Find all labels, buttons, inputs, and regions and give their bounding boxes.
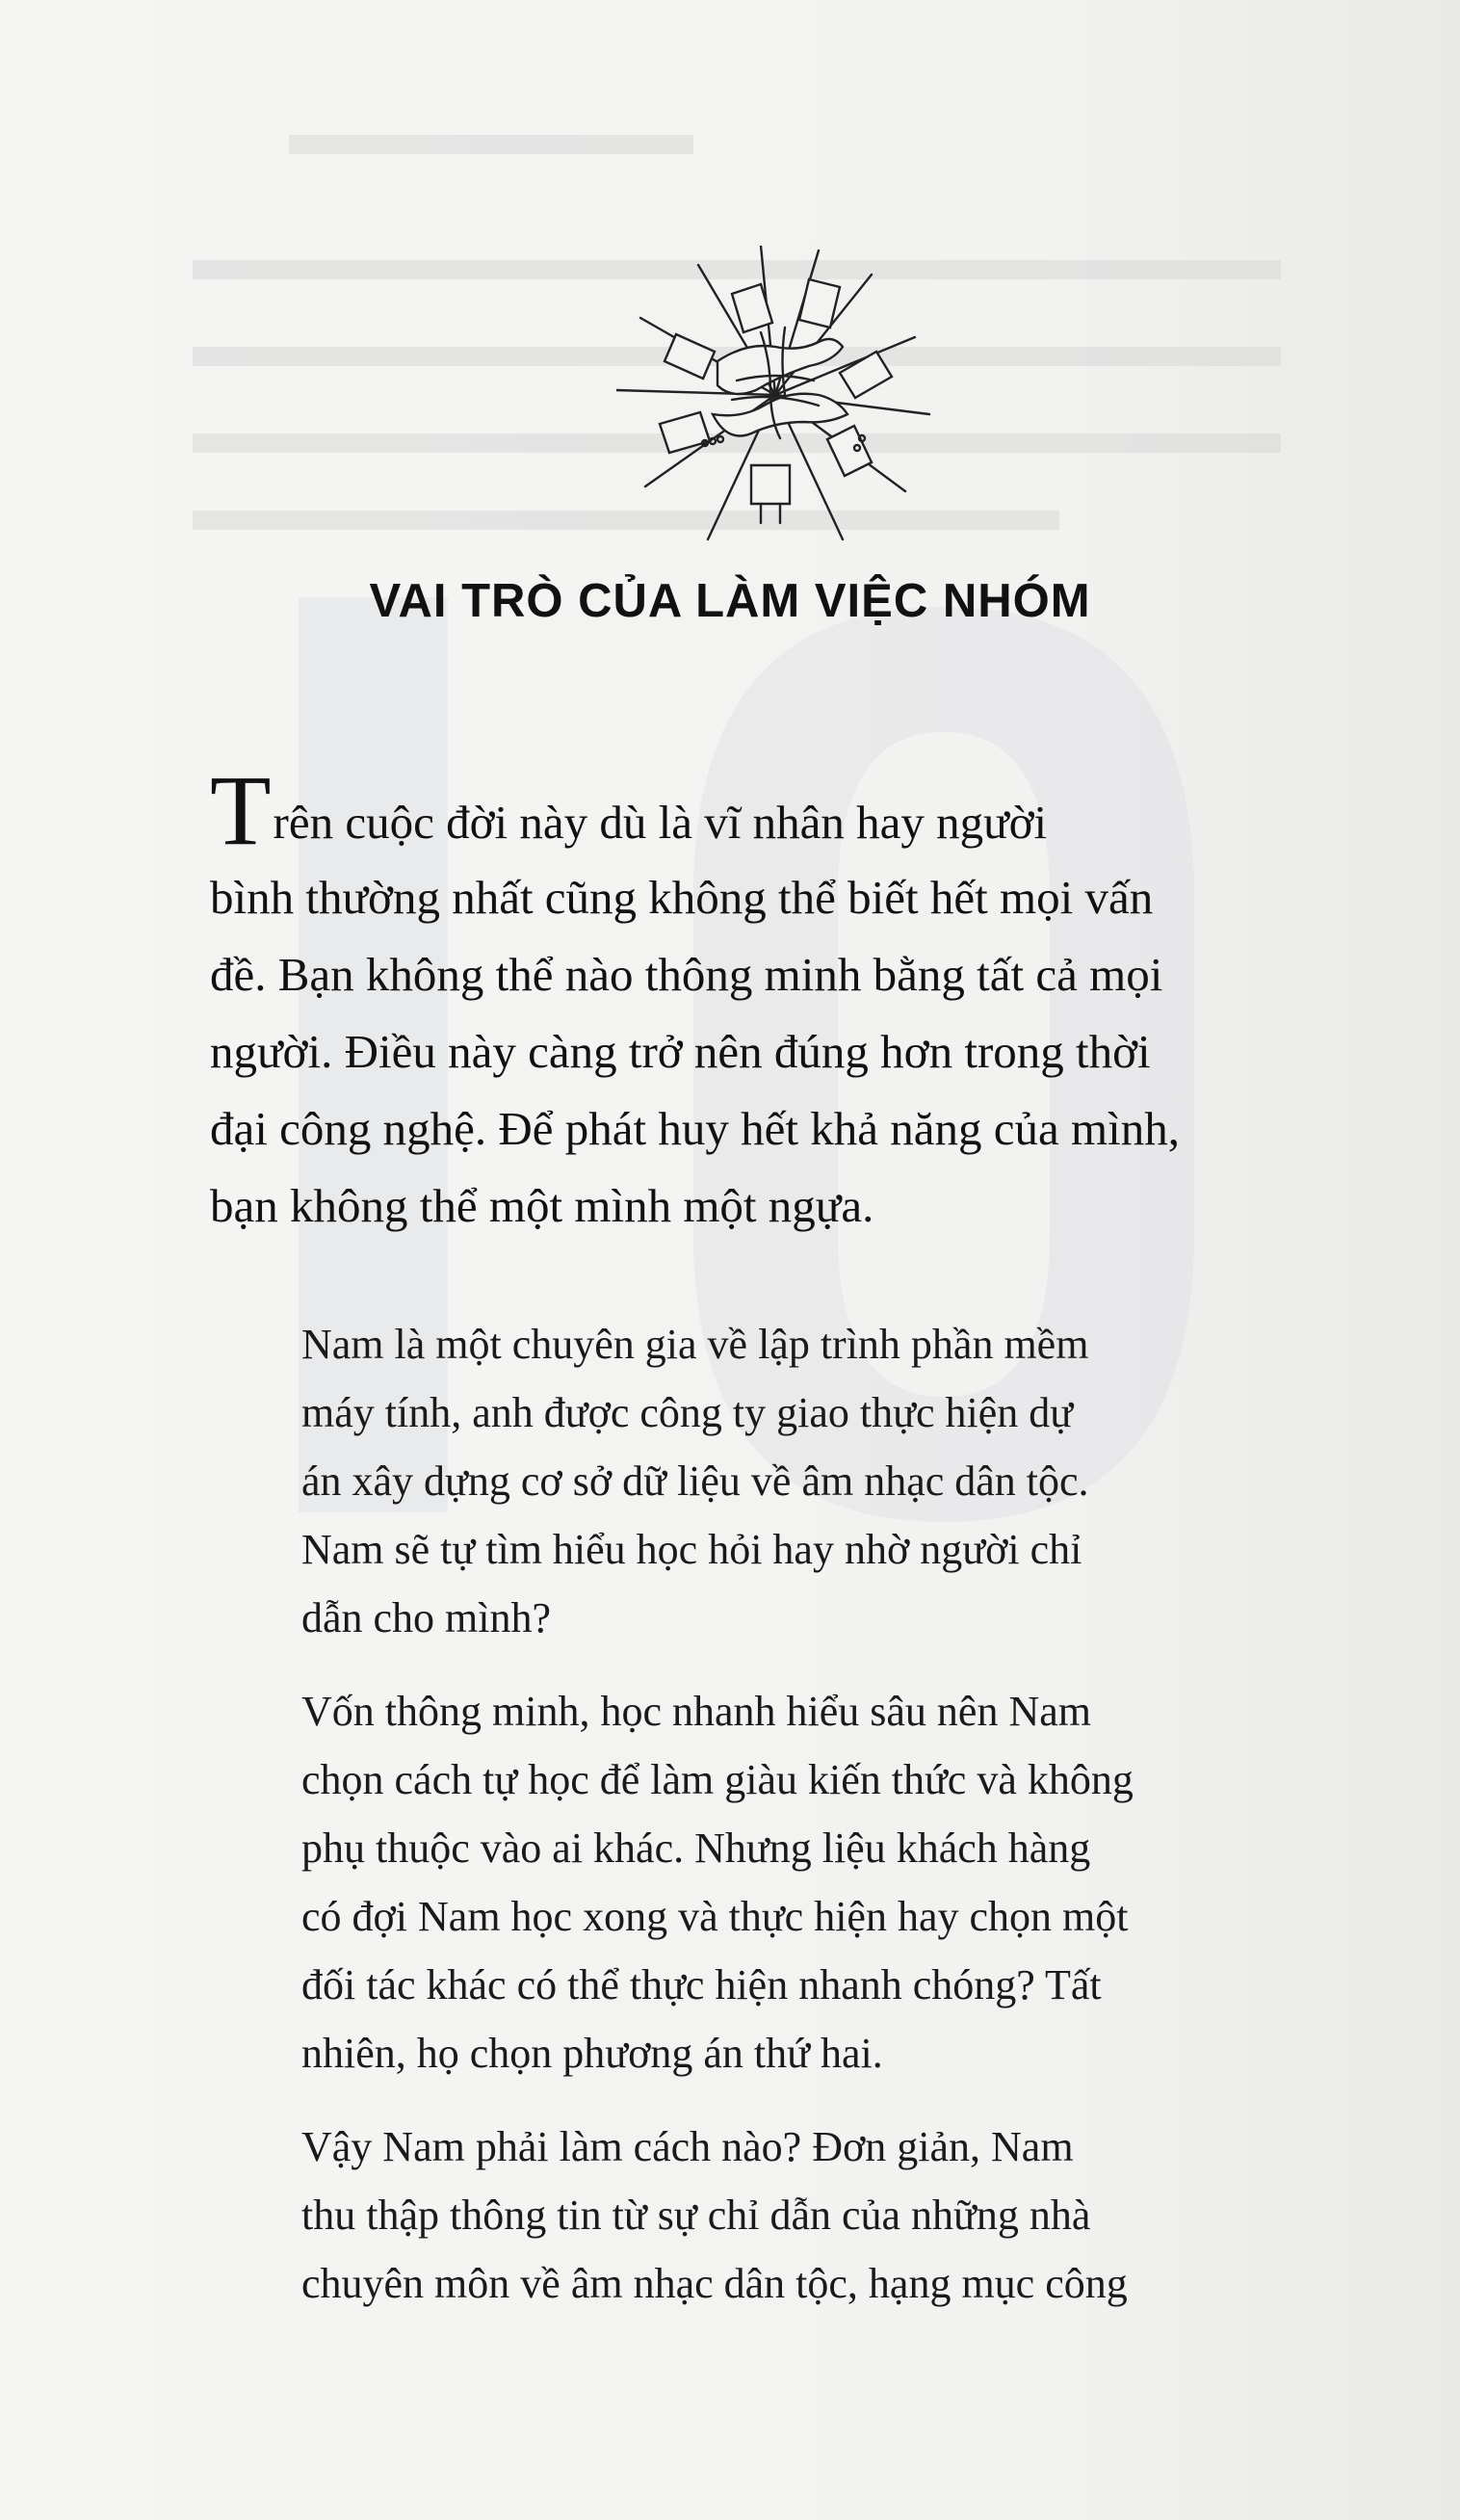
story-paragraph-3: [301, 2113, 1264, 2318]
story-line: chuyên môn về âm nhạc dân tộc, hạng mục công: [301, 2260, 1128, 2307]
intro-line: bình thường nhất cũng không thể biết hết mọi vấn: [210, 871, 1154, 924]
chapter-title: VAI TRÒ CỦA LÀM VIỆC NHÓM: [369, 575, 1091, 627]
story-line: thu thập thông tin từ sự chỉ dẫn của những nhà: [301, 2192, 1091, 2239]
intro-line: bạn không thể một mình một ngựa.: [210, 1179, 874, 1232]
story-paragraph-1: [301, 1310, 1264, 1652]
story-line: Vốn thông minh, học nhanh hiểu sâu nên Nam: [301, 1688, 1091, 1735]
story-paragraph-2: [301, 1677, 1264, 2087]
story-line: phụ thuộc vào ai khác. Nhưng liệu khách hàng: [301, 1824, 1091, 1872]
story-line: án xây dựng cơ sở dữ liệu về âm nhạc dân tộc.: [301, 1457, 1089, 1505]
story-section: [301, 1310, 1264, 2343]
intro-line: Trên cuộc đời này dù là vĩ nhân hay người: [210, 755, 1048, 866]
teamwork-hands-illustration: [616, 246, 934, 554]
story-line: chọn cách tự học để làm giàu kiến thức và không: [301, 1756, 1134, 1803]
story-line: Nam sẽ tự tìm hiểu học hỏi hay nhờ người chỉ: [301, 1526, 1082, 1573]
intro-line: đại công nghệ. Để phát huy hết khả năng của mình,: [210, 1102, 1180, 1155]
story-line: máy tính, anh được công ty giao thực hiện dự: [301, 1389, 1074, 1436]
story-line: đối tác khác có thể thực hiện nhanh chóng? Tất: [301, 1961, 1102, 2008]
story-line: dẫn cho mình?: [301, 1594, 552, 1641]
story-line: nhiên, họ chọn phương án thứ hai.: [301, 2030, 883, 2077]
story-line: có đợi Nam học xong và thực hiện hay chọn một: [301, 1893, 1129, 1940]
intro-line: đề. Bạn không thể nào thông minh bằng tất cả mọi: [210, 948, 1163, 1001]
drop-cap: T: [210, 755, 272, 866]
story-line: Vậy Nam phải làm cách nào? Đơn giản, Nam: [301, 2123, 1074, 2170]
intro-line: người. Điều này càng trở nên đúng hơn trong thời: [210, 1025, 1151, 1078]
story-line: Nam là một chuyên gia về lập trình phần mềm: [301, 1321, 1089, 1368]
intro-paragraph: [210, 755, 1317, 1245]
